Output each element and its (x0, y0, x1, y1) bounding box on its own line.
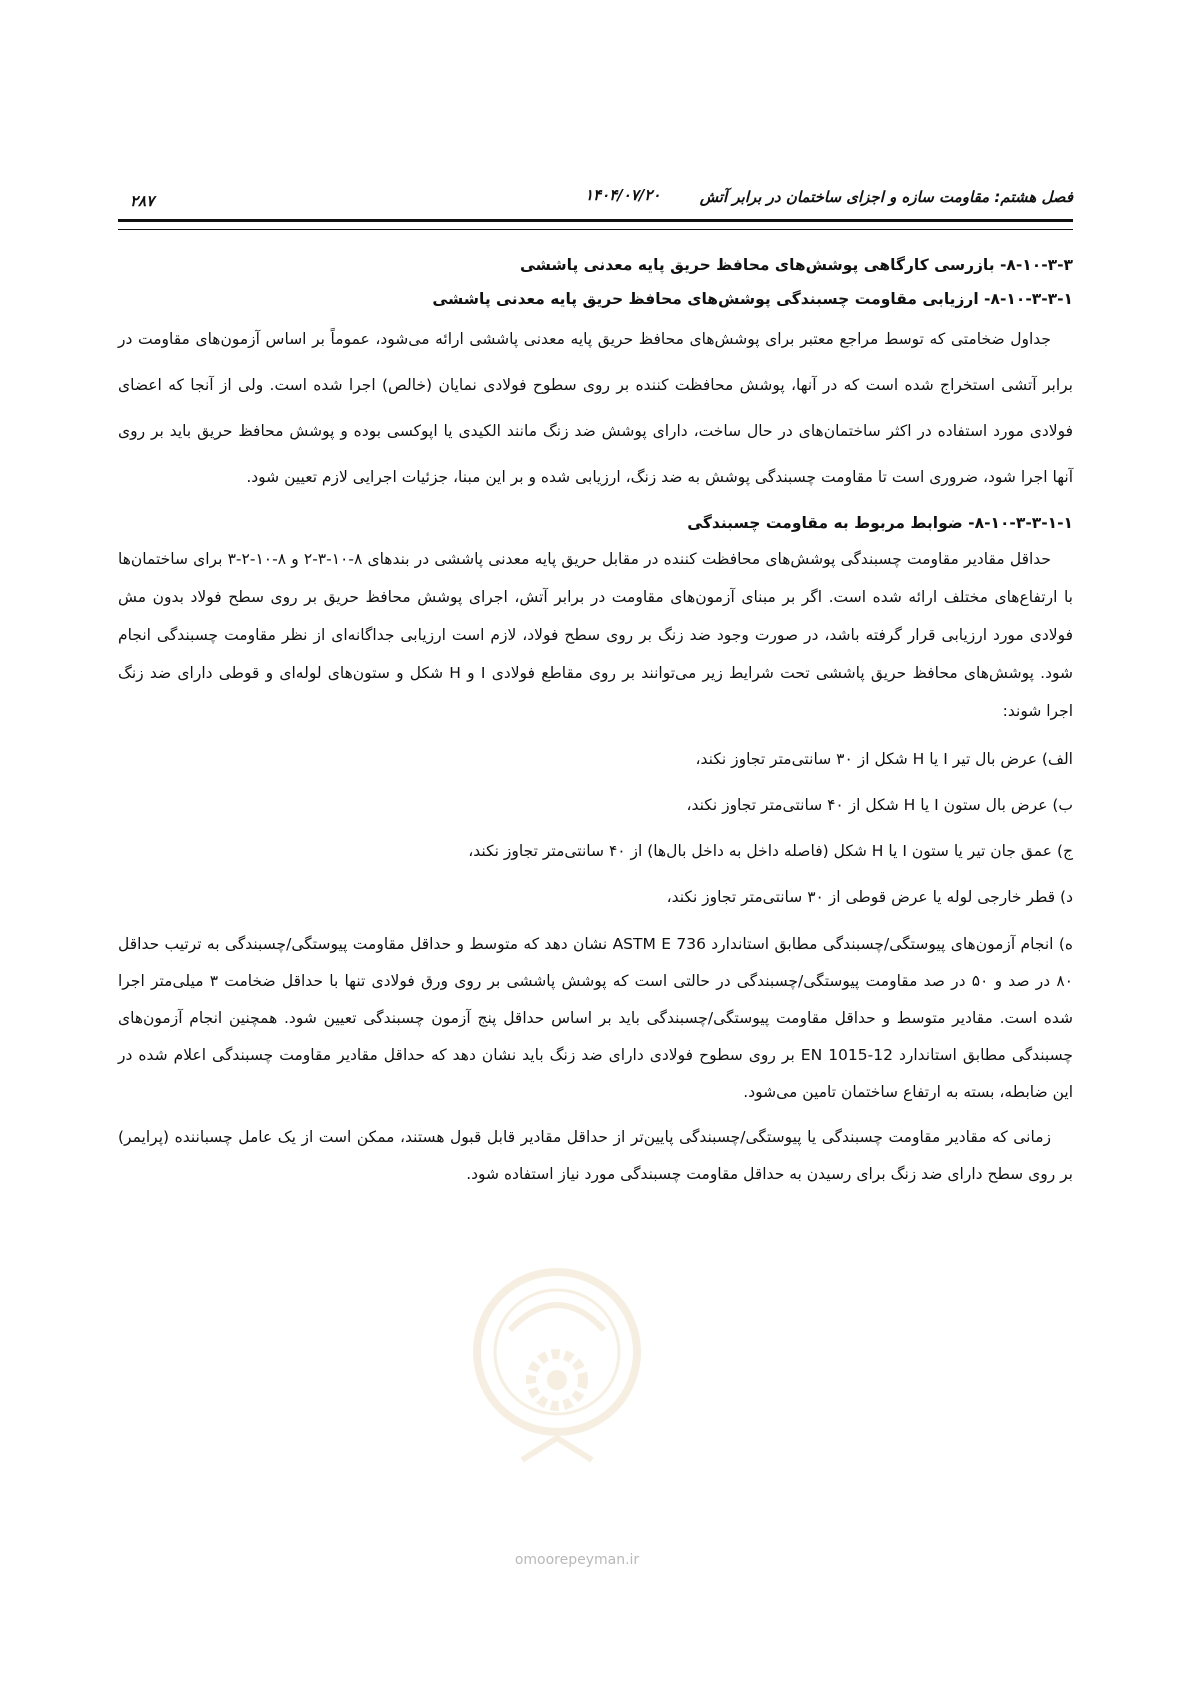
header-date: ۱۴۰۴/۰۷/۲۰ (585, 186, 661, 204)
page-number: ۲۸۷ (130, 192, 155, 210)
list-item: ج) عمق جان تیر یا ستون I یا H شکل (فاصله داخل به داخل بال‌ها) از ۴۰ سانتی‌متر تجاوز نکند، (468, 842, 1073, 860)
watermark-logo (470, 1260, 645, 1470)
page-header (118, 186, 1073, 212)
intro-paragraph: جداول ضخامتی که توسط مراجع معتبر برای پوشش‌های محافظ حریق پایه معدنی پاششی ارائه می‌شود، عموماً بر اساس آزمون‌های مقاومت در برابر آتشی استخراج شده است که در آنها، پوشش محافظت کننده بر روی سطوح فولادی نمایان (خالص) اجرا شده است. ولی از آنجا که اعضای فولادی مورد استفاده در اکثر ساختمان‌های در حال ساخت، دارای پوشش ضد زنگ مانند الکیدی یا اپوکسی بوده و پوشش محافظ حریق باید بر روی آنها اجرا شود، ضروری است تا مقاومت چسبندگی پوشش به ضد زنگ، ارزیابی شده و بر این مبنا، جزئیات اجرایی لازم تعیین شود. (118, 330, 1073, 486)
header-rule (118, 219, 1073, 230)
chapter-title: فصل هشتم: مقاومت سازه و اجزای ساختمان در برابر آتش (699, 188, 1073, 206)
criteria-paragraph: حداقل مقادیر مقاومت چسبندگی پوشش‌های محافظت کننده در مقابل حریق پایه معدنی پاششی در بندهای ۸-۱۰-۳-۲ و ۸-۱۰-۲-۳ برای ساختمان‌ها با ارتفاع‌های مختلف ارائه شده است. اگر بر مبنای آزمون‌های مقاومت در برابر آتش، اجرای پوشش محافظ حریق بر روی سطح فولاد بدون مش فولادی مورد ارزیابی قرار گرفته باشد، در صورت وجود ضد زنگ بر روی سطح فولاد، لازم است ارزیابی جداگانه‌ای از نظر مقاومت چسبندگی انجام شود. پوشش‌های محافظ حریق پاششی تحت شرایط زیر می‌توانند بر روی مقاطع فولادی I و H شکل و ستون‌های لوله‌ای و قوطی دارای ضد زنگ اجرا شوند: (118, 550, 1073, 720)
list-item: ب) عرض بال ستون I یا H شکل از ۴۰ سانتی‌متر تجاوز نکند، (686, 796, 1073, 814)
list-item: الف) عرض بال تیر I یا H شکل از ۳۰ سانتی‌متر تجاوز نکند، (695, 750, 1073, 768)
watermark-url: omoorepeyman.ir (514, 1552, 640, 1568)
adhesion-test-paragraph: ه) انجام آزمون‌های پیوستگی/چسبندگی مطابق استاندارد ASTM E 736 نشان دهد که متوسط و حداقل مقاومت پیوستگی/چسبندگی به ترتیب حداقل ۸۰ در صد و ۵۰ در صد مقاومت پیوستگی/چسبندگی در حالتی است که پوشش پاششی بر روی ورق فولادی تنها با حداقل ضخامت ۳ میلی‌متر اجرا شده است. مقادیر متوسط و حداقل مقاومت پیوستگی/چسبندگی باید بر اساس حداقل پنج آزمون چسبندگی تعیین شود. همچنین انجام آزمون‌های چسبندگی مطابق استاندارد EN 1015-12 بر روی سطوح فولادی دارای ضد زنگ باید نشان دهد که حداقل مقادیر مقاومت چسبندگی اعلام شده در این ضابطه، بسته به ارتفاع ساختمان تامین می‌شود. (118, 935, 1074, 1101)
primer-paragraph: زمانی که مقادیر مقاومت چسبندگی یا پیوستگی/چسبندگی پایین‌تر از حداقل مقادیر قابل قبول هستند، ممکن است از یک عامل چسباننده (پرایمر) بر روی سطح دارای ضد زنگ برای رسیدن به حداقل مقاومت چسبندگی مورد نیاز استفاده شود. (118, 1128, 1073, 1183)
sub-subsection-heading: ۸-۱۰-۳-۳-۱-۱- ضوابط مربوط به مقاومت چسبندگی (687, 514, 1073, 532)
list-item: د) قطر خارجی لوله یا عرض قوطی از ۳۰ سانتی‌متر تجاوز نکند، (666, 888, 1073, 906)
page-body (118, 248, 1073, 1193)
subsection-heading: ۸-۱۰-۳-۳-۱- ارزیابی مقاومت چسبندگی پوشش‌های محافظ حریق پایه معدنی پاششی (432, 290, 1073, 308)
section-heading: ۸-۱۰-۳-۳- بازرسی کارگاهی پوشش‌های محافظ حریق پایه معدنی پاششی (519, 256, 1073, 274)
